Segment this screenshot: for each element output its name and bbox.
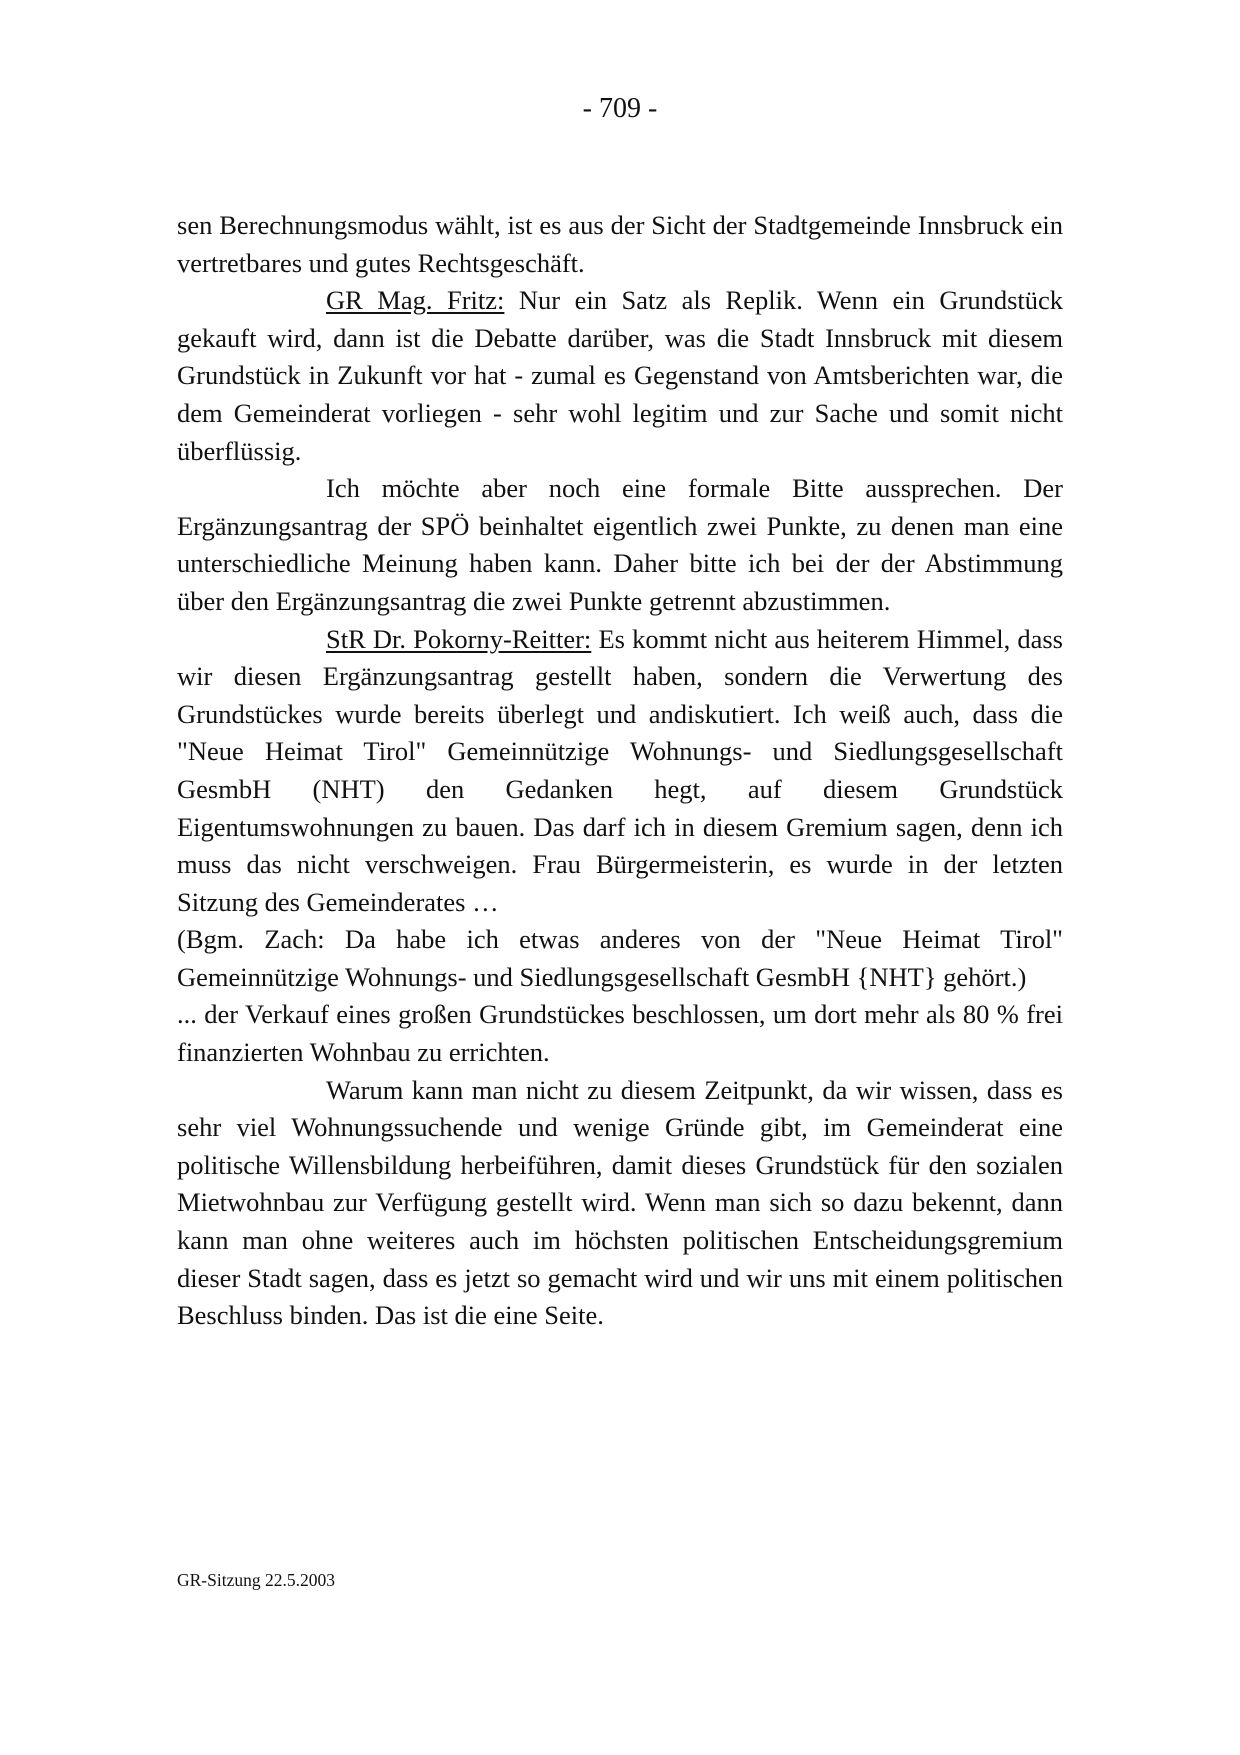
page-number: - 709 - [582,93,658,124]
paragraph-resumption: ... der Verkauf eines großen Grundstückes beschlossen, um dort mehr als 80 % frei finanzierten Wohnbau zu errichten. [177,999,1063,1068]
paragraph-continuation: sen Berechnungsmodus wählt, ist es aus der Sicht der Stadtgemeinde Innsbruck ein vertretbares und gutes Rechtsgeschäft. [177,210,1063,278]
paragraph-interjection: (Bgm. Zach: Da habe ich etwas anderes von der "Neue Heimat Tirol" Gemeinnützige Wohnungs- und Siedlungsgesellschaft GesmbH {NHT} gehört.) [177,924,1063,992]
paragraph-argument: Warum kann man nicht zu diesem Zeitpunkt, da wir wissen, dass es sehr viel Wohnungssuchende und wenige Gründe gibt, im Gemeinderat eine politische Willensbildung herbeiführen, damit dieses Grundstück für den sozialen Mietwohnbau zur Verfügung gestellt wird. Wenn man sich so dazu bekennt, dann kann man ohne weiteres auch im höchsten politischen Entscheidungsgremium dieser Stadt sagen, dass es jetzt so gemacht wird und wir uns mit einem politischen Beschluss binden. Das ist die eine Seite. [177,1074,1063,1331]
footer-session-date: GR-Sitzung 22.5.2003 [177,1570,335,1590]
paragraph-fritz [177,282,1063,470]
paragraph-text: Es kommt nicht aus heiterem Himmel, dass wir diesen Ergänzungsantrag gestellt haben, sondern die Verwertung des Grundstückes wurde bereits überlegt und andiskutiert. Ich weiß auch, dass die "Neue Heimat Tirol" Gemeinnützige Wohnungs- und Siedlungsgesellschaft GesmbH (NHT) den Gedanken hegt, auf diesem Grundstück Eigentumswohnungen zu bauen. Das darf ich in diesem Gremium sagen, denn ich muss das nicht verschweigen. Frau Bürgermeisterin, es wurde in der letzten Sitzung des Gemeinderates … [177,623,1063,917]
transcript-body [177,207,1063,1335]
paragraph-text: Nur ein Satz als Replik. Wenn ein Grundstück gekauft wird, dann ist die Debatte darüber, was die Stadt Innsbruck mit diesem Grundstück in Zukunft vor hat - zumal es Gegenstand von Amtsberichten war, die dem Gemeinderat vorliegen - sehr wohl legitim und zur Sache und somit nicht überflüssig. [177,285,1063,466]
speaker-label-fritz: GR Mag. Fritz: [326,285,505,316]
paragraph-pokorny-reitter [177,621,1063,922]
speaker-label-pokorny-reitter: StR Dr. Pokorny-Reitter: [326,623,592,654]
paragraph-formal-request: Ich möchte aber noch eine formale Bitte aussprechen. Der Ergänzungsantrag der SPÖ beinhaltet eigentlich zwei Punkte, zu denen man eine unterschiedliche Meinung haben kann. Daher bitte ich bei der der Abstimmung über den Ergänzungsantrag die zwei Punkte getrennt abzustimmen. [177,473,1063,616]
